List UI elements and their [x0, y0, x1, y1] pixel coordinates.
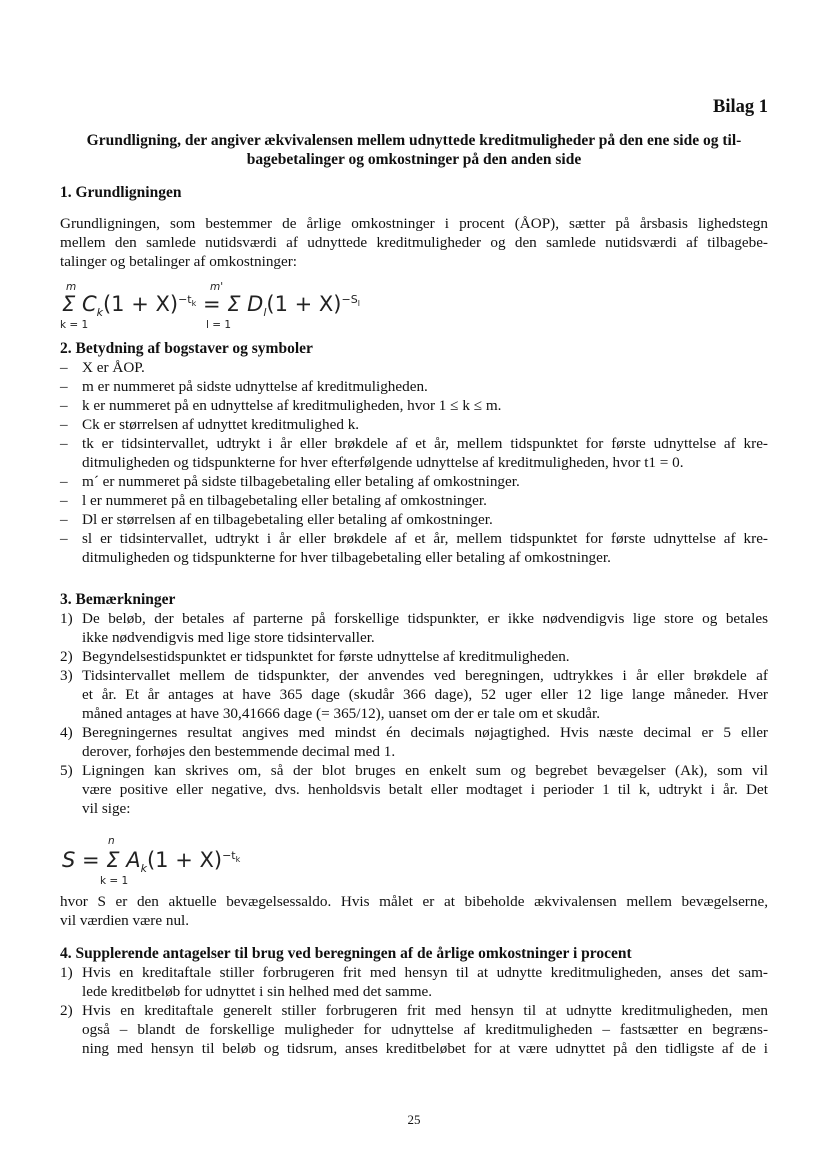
item-number: 1) — [60, 610, 73, 627]
item-text: Tidsintervallet mellem de tidspunkter, der anvendes ved beregningen, udtrykkes i år eller brøkdele af — [82, 667, 768, 684]
list-item — [60, 963, 768, 1001]
list-item — [60, 723, 768, 761]
lhs-exponent — [178, 293, 197, 309]
item-text: Dl er størrelsen af en tilbagebetaling eller betaling af omkostninger. — [82, 511, 493, 528]
list-item — [60, 1001, 768, 1058]
page-number: 25 — [407, 1112, 421, 1127]
lhs-exp-text: −t — [178, 293, 192, 306]
list-item — [60, 510, 768, 529]
equals-sign: = — [202, 292, 221, 316]
list-item — [60, 529, 768, 567]
dash-marker: – — [60, 378, 68, 395]
item-number: 2) — [60, 648, 73, 665]
item-text: Ligningen kan skrives om, så der blot bruges en enkelt sum og begrebet bevægelser (Ak), som vil — [82, 762, 768, 779]
section-2-heading: 2. Betydning af bogstaver og symboler — [60, 340, 313, 357]
dash-marker: – — [60, 397, 68, 414]
item-text-continued: derover, forhøjes den bestemmende decimal med 1. — [82, 743, 396, 760]
item-text: l er nummeret på en tilbagebetaling eller betaling af omkostninger. — [82, 492, 487, 509]
item-text: m´ er nummeret på sidste tilbagebetaling eller betaling af omkostninger. — [82, 473, 520, 490]
sum-lower-limit: k = 1 — [100, 875, 129, 887]
item-text-continued: et år. Et år antages at have 365 dage (skudår 366 dage), 52 uger eller 12 lige lange måneder. Hver — [82, 686, 768, 703]
item-number: 1) — [60, 964, 73, 981]
symbol-definitions-list — [60, 358, 768, 567]
item-text: Begyndelsestidspunktet er tidspunktet for første udnyttelse af kreditmuligheden. — [82, 648, 570, 665]
item-text: X er ÅOP. — [82, 359, 145, 376]
list-item — [60, 396, 768, 415]
item-text: Beregningernes resultat angives med mindst én decimals nøjagtighed. Hvis næste decimal er 5 eller — [82, 724, 768, 741]
term-subscript: k — [140, 862, 147, 876]
item-text-continued: ditmuligheden og tidspunkterne for hver tilbagebetaling eller betaling af omkostninger. — [82, 549, 611, 566]
item-text: Ck er størrelsen af udnyttet kreditmulighed k. — [82, 416, 360, 433]
item-text-continued: ditmuligheden og tidspunkterne for hver efterfølgende udnyttelse af kreditmuligheden, hvor t1 = 0. — [82, 454, 684, 471]
dash-marker: – — [60, 359, 68, 376]
section-3-closing-paragraph — [60, 892, 768, 930]
equation-2-body — [62, 846, 240, 878]
equation-1 — [60, 276, 380, 336]
item-text-continued: lede kreditbeløb for udnyttet i sin helhed med det samme. — [82, 983, 433, 1000]
item-text-continued: også – blandt de forskellige muligheder for udnyttelse af kreditmuligheden – fastsætter en begræns- — [82, 1021, 768, 1038]
s1-line-2: mellem den samlede nutidsværdi af udnyttede kreditmuligheder og den samlede nutidsværdi af tilbagebe- — [60, 234, 768, 251]
lhs-subscript: k — [96, 306, 103, 320]
title-line-1: Grundligning, der angiver ækvivalensen mellem udnyttede kreditmuligheder på den ene side og til- — [86, 132, 742, 149]
item-text-continued: vil sige: — [82, 800, 131, 817]
list-item — [60, 647, 768, 666]
lhs-term: Σ C — [62, 292, 97, 316]
list-item — [60, 472, 768, 491]
equation-2 — [60, 830, 300, 890]
rhs-factor: (1 + X) — [266, 292, 342, 316]
dash-marker: – — [60, 473, 68, 490]
list-item — [60, 491, 768, 510]
lhs-exp-sub: k — [191, 299, 197, 309]
balance-symbol: S = — [62, 848, 100, 872]
exp-text: −t — [222, 849, 236, 862]
rhs-term: Σ D — [227, 292, 264, 316]
sum2-lower-limit: l = 1 — [206, 319, 232, 331]
item-text: k er nummeret på en udnyttelse af kreditmuligheden, hvor 1 ≤ k ≤ m. — [82, 397, 502, 414]
item-text-continued: måned antages at have 30,41666 dage (= 365/12), uanset om der er tale om et skudår. — [82, 705, 601, 722]
sum-upper-limit: n — [108, 835, 115, 847]
item-text: sl er tidsintervallet, udtrykt i år eller brøkdele af et år, mellem tidspunktet for første udnyttelse af kre- — [82, 530, 768, 547]
s1-line-3: talinger og betalinger af omkostninger: — [60, 253, 298, 270]
sum2-upper-limit: m' — [210, 281, 224, 293]
item-text: tk er tidsintervallet, udtrykt i år eller brøkdele af et år, mellem tidspunktet for første udnyttelse af kre- — [82, 435, 768, 452]
list-item — [60, 358, 768, 377]
item-text: Hvis en kreditaftale stiller forbrugeren frit med hensyn til at udnytte kreditmuligheden, anses det sam- — [82, 964, 768, 981]
rhs-subscript: l — [263, 306, 267, 320]
rhs-exp-text: −S — [341, 293, 358, 306]
lhs-factor: (1 + X) — [102, 292, 179, 316]
dash-marker: – — [60, 511, 68, 528]
list-item — [60, 666, 768, 723]
section-3-heading: 3. Bemærkninger — [60, 591, 176, 608]
item-text: De beløb, der betales af parterne på forskellige tidspunkter, er ikke nødvendigvis lige store og betales — [82, 610, 768, 627]
appendix-label: Bilag 1 — [713, 97, 768, 117]
list-item — [60, 377, 768, 396]
item-number: 2) — [60, 1002, 73, 1019]
s1-line-1: Grundligningen, som bestemmer de årlige omkostninger i procent (ÅOP), sætter på årsbasis lighedstegn — [60, 215, 768, 232]
assumptions-list — [60, 963, 768, 1058]
dash-marker: – — [60, 416, 68, 433]
exp-sub: k — [235, 855, 241, 865]
discount-factor: (1 + X) — [146, 848, 223, 872]
item-number: 3) — [60, 667, 73, 684]
list-item — [60, 415, 768, 434]
item-text-continued: ikke nødvendigvis med lige store tidsintervaller. — [82, 629, 375, 646]
sum-term: Σ A — [106, 848, 141, 872]
section-1-heading: 1. Grundligningen — [60, 184, 182, 201]
exponent — [222, 849, 241, 865]
section-4-heading: 4. Supplerende antagelser til brug ved beregningen af de årlige omkostninger i procent — [60, 945, 632, 962]
item-number: 4) — [60, 724, 73, 741]
document-title — [60, 131, 768, 169]
list-item — [60, 609, 768, 647]
item-text-continued: ning med hensyn til beløb og tidsrum, anses kreditbeløbet for at være udnyttet på den tidligste af de i — [82, 1040, 768, 1057]
section-1-paragraph — [60, 214, 768, 271]
item-text: Hvis en kreditaftale generelt stiller forbrugeren frit med hensyn til at udnytte kreditmuligheden, men — [82, 1002, 768, 1019]
sum1-lower-limit: k = 1 — [60, 319, 89, 331]
rhs-exponent — [341, 293, 360, 309]
item-text: m er nummeret på sidste udnyttelse af kreditmuligheden. — [82, 378, 428, 395]
dash-marker: – — [60, 435, 68, 452]
remarks-list — [60, 609, 768, 818]
list-item — [60, 434, 768, 472]
sum1-upper-limit: m — [66, 281, 77, 293]
item-text-continued: være positive eller negative, dvs. henholdsvis betalt eller modtaget i perioder 1 til k, udtrykt i år. Det — [82, 781, 768, 798]
item-number: 5) — [60, 762, 73, 779]
dash-marker: – — [60, 530, 68, 547]
dash-marker: – — [60, 492, 68, 509]
rhs-exp-sub: l — [357, 299, 360, 309]
list-item — [60, 761, 768, 818]
closing-line-2: vil værdien være nul. — [60, 912, 190, 929]
title-line-2: bagebetalinger og omkostninger på den anden side — [246, 151, 582, 168]
closing-line-1: hvor S er den aktuelle bevægelsessaldo. Hvis målet er at bibeholde ækvivalensen mellem bevægelserne, — [60, 893, 768, 910]
